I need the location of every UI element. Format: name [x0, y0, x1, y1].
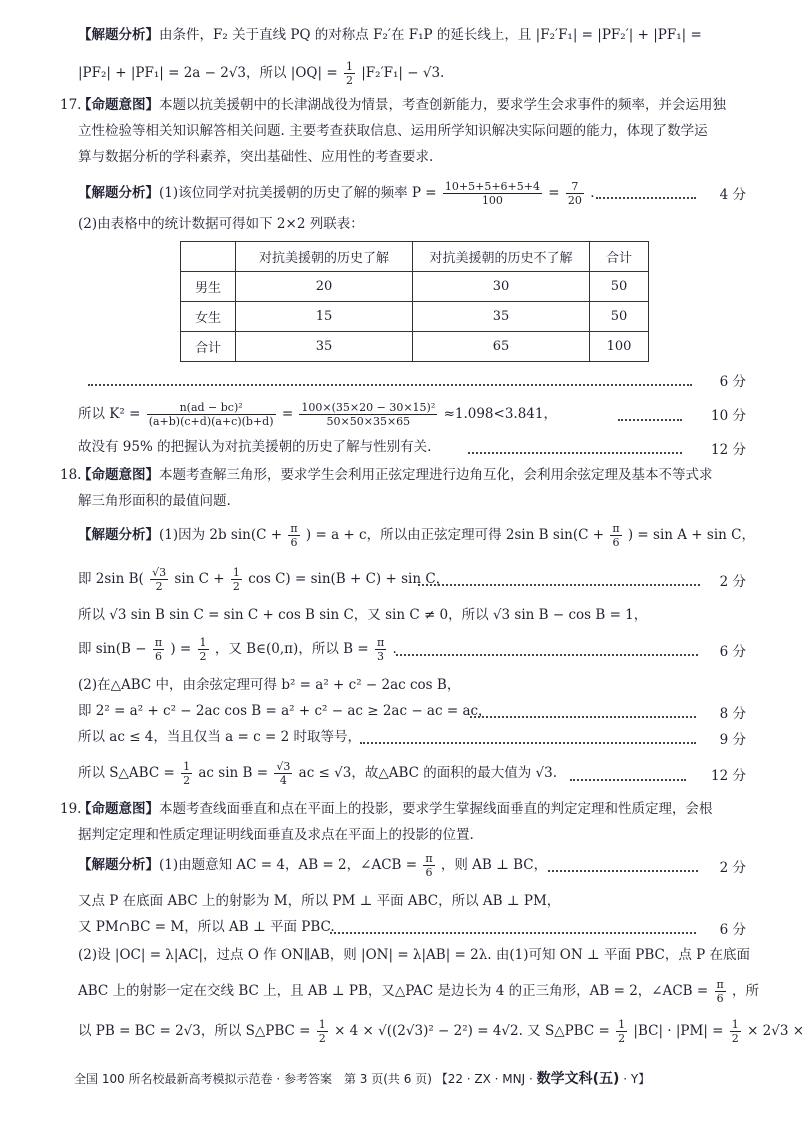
q19-intent-line-2: 据判定定理和性质定理证明线面垂直及求点在平面上的投影的位置. [78, 827, 474, 843]
score-18-4: 9 分 [719, 732, 746, 748]
q18-intent-line-2: 解三角形面积的最值问题. [78, 493, 231, 509]
footer-subject: 数学文科(五) [536, 1071, 620, 1087]
fraction-sqrt3-4: $\frac{√3}{4}$ [276, 760, 291, 787]
table-cell: 50 [590, 302, 649, 332]
dot-leader [468, 452, 682, 454]
q19-analysis-3: 又 PM∩BC = M，所以 AB ⊥ 平面 PBC. [78, 919, 335, 935]
q18-intent-line-1: 【命题意图】本题考查解三角形，要求学生会利用正弦定理进行边角互化，会利用余弦定理及基本不等式求 [78, 467, 713, 483]
q17-intent-line-2: 立性检验等相关知识解答相关问题. 主要考查获取信息、运用所学知识解决实际问题的能力，体现了数学运 [78, 123, 708, 139]
contingency-table [180, 241, 649, 362]
fraction-half: $\frac{1}{2}$ [318, 1018, 326, 1045]
q19-analysis-4: (2)设 |OC| = λ|AC|，过点 O 作 ON∥AB，则 |ON| = λ|AB| = 2λ. 由(1)可知 ON ⊥ 平面 PBC，点 P 在底面 [78, 947, 750, 963]
q19-analysis-2: 又点 P 在底面 ABC 上的射影为 M，所以 PM ⊥ 平面 ABC，所以 AB ⊥ PM， [78, 893, 561, 909]
score-17-3: 10 分 [711, 408, 746, 424]
table-cell: 合计 [181, 332, 236, 362]
q17-intent-line-1: 【命题意图】本题以抗美援朝中的长津湖战役为情景，考查创新能力，要求学生会求事件的频率，并会运用独 [78, 97, 726, 113]
score-19-2: 6 分 [719, 922, 746, 938]
q18-analysis-8: 所以 S△ABC = $\frac{1}{2}$ ac sin B = $\frac{√3}{4}$ ac ≤ √3，故△ABC 的面积的最大值为 √3. [78, 760, 558, 787]
q18-analysis-6: 即 2² = a² + c² − 2ac cos B = a² + c² − ac ≥ 2ac − ac = ac， [78, 703, 492, 719]
score-18-3: 8 分 [719, 706, 746, 722]
table-header-cell: 对抗美援朝的历史不了解 [413, 242, 590, 272]
fraction-half: $\frac{1}{2}$ [199, 636, 207, 663]
table-header-row [181, 242, 649, 272]
dot-leader [570, 779, 686, 781]
fraction-pi-6: $\frac{\pi}{6}$ [425, 852, 433, 879]
q17-analysis-1: 【解题分析】(1)该位同学对抗美援朝的历史了解的频率 P = $\frac{10+5+5+6+5+4}{100}$ = $\frac{7}{20}$ . [78, 180, 595, 207]
table-header-cell: 合计 [590, 242, 649, 272]
dot-leader [396, 654, 698, 656]
dot-leader [418, 584, 700, 586]
fraction-half: $\frac{1}{2}$ [183, 760, 191, 787]
footer-tail: · Y】 [619, 1072, 651, 1086]
table-cell: 15 [236, 302, 413, 332]
q19-analysis-5: ABC 上的射影一定在交线 BC 上，且 AB ⊥ PB，又△PAC 是边长为 4 的正三角形，AB = 2，∠ACB = $\frac{\pi}{6}$ ，所 [78, 978, 760, 1005]
dot-leader [88, 384, 692, 386]
q18-analysis-7: 所以 ac ≤ 4，当且仅当 a = c = 2 时取等号， [78, 729, 361, 745]
fraction-pi-3: $\frac{\pi}{3}$ [376, 636, 385, 663]
table-header-cell: 对抗美援朝的历史了解 [236, 242, 413, 272]
question-18-number: 18. [60, 467, 82, 483]
table-cell: 100 [590, 332, 649, 362]
fraction-pi-6: $\frac{\pi}{6}$ [716, 978, 724, 1005]
q17-analysis-2: (2)由表格中的统计数据可得如下 2×2 列联表： [78, 216, 364, 232]
fraction-half: $\frac{1}{2}$ [232, 566, 240, 593]
table-header-cell [181, 242, 236, 272]
table-cell: 35 [413, 302, 590, 332]
fraction-pi-6: $\frac{\pi}{6}$ [154, 636, 163, 663]
table-cell: 男生 [181, 272, 236, 302]
score-19-1: 2 分 [719, 860, 746, 876]
table-cell: 30 [413, 272, 590, 302]
q18-analysis-3: 所以 √3 sin B sin C = sin C + cos B sin C，又 sin C ≠ 0，所以 √3 sin B − cos B = 1， [78, 607, 648, 623]
fraction-half: $\frac{1}{2}$ [345, 60, 353, 87]
fraction-sqrt3-2: $\frac{√3}{2}$ [152, 566, 167, 593]
fraction-pi-6: $\frac{\pi}{6}$ [612, 522, 620, 549]
table-cell: 50 [590, 272, 649, 302]
fraction-pi-6: $\frac{\pi}{6}$ [290, 522, 298, 549]
fraction-half: $\frac{1}{2}$ [618, 1018, 626, 1045]
p16-line-1: 【解题分析】由条件，F₂ 关于直线 PQ 的对称点 F₂′在 F₁P 的延长线上，且 |F₂′F₁| = |PF₂′| + |PF₁| = [78, 27, 702, 43]
q19-intent-line-1: 【命题意图】本题考查线面垂直和点在平面上的投影，要求学生掌握线面垂直的判定定理和性质定理，会根 [78, 801, 713, 817]
table-row [181, 272, 649, 302]
dot-leader [548, 870, 698, 872]
dot-leader [470, 716, 696, 718]
table-row [181, 302, 649, 332]
question-19-number: 19. [60, 801, 82, 817]
dot-leader [360, 742, 696, 744]
q17-k-square: 所以 K² = $\frac{\text{n(ad − bc)²}}{(a+b)(c+d)(a+c)(b+d)}$ = $\frac{\text{100×(35×20 − 30×15)²}}{50\times 50\times 35\times 65}$ ≈1.098<3.841， [78, 401, 557, 428]
score-18-5: 12 分 [711, 768, 746, 784]
fraction-k-formula: $\frac{\text{n(ad − bc)²}}{(a+b)(c+d)(a+c)(b+d)}$ [148, 401, 274, 428]
q19-analysis-6: 以 PB = BC = 2√3，所以 S△PBC = $\frac{1}{2}$ × 4 × √((2√3)² − 2²) = 4√2. 又 S△PBC = $\frac{1}{2}$ |BC| · |PM| = $\frac{1}{2}$ × 2√3 × [78, 1018, 804, 1045]
score-18-1: 2 分 [719, 574, 746, 590]
q18-analysis-1: 【解题分析】(1)因为 2b sin(C + $\frac{\pi}{6}$ ) = a + c，所以由正弦定理可得 2sin B sin(C + $\frac{\pi}{6}$ ) = sin A + sin C， [78, 522, 755, 549]
fraction-half: $\frac{1}{2}$ [731, 1018, 739, 1045]
dot-leader [330, 932, 696, 934]
dot-leader [618, 419, 682, 421]
score-17-4: 12 分 [711, 442, 746, 458]
footer-code: 【22 · ZX · MNJ · [435, 1072, 537, 1086]
question-17-number: 17. [60, 97, 82, 113]
table-cell: 35 [236, 332, 413, 362]
dot-leader [596, 197, 696, 199]
score-18-2: 6 分 [719, 644, 746, 660]
page-footer [74, 1068, 650, 1088]
q18-analysis-5: (2)在△ABC 中，由余弦定理可得 b² = a² + c² − 2ac cos B， [78, 677, 461, 693]
q18-analysis-2: 即 2sin B( $\frac{√3}{2}$ sin C + $\frac{1}{2}$ cos C) = sin(B + C) + sin C， [78, 566, 450, 593]
q19-analysis-1: 【解题分析】(1)由题意知 AC = 4，AB = 2，∠ACB = $\frac{\pi}{6}$ ，则 AB ⊥ BC， [78, 852, 548, 879]
table-row [181, 332, 649, 362]
p16-line-2: |PF₂| + |PF₁| = 2a − 2√3，所以 |OQ| = $\frac{1}{2}$ |F₂′F₁| − √3. [78, 60, 445, 87]
fraction-k-value: $\frac{\text{100×(35×20 − 30×15)²}}{50\times 50\times 35\times 65}$ [301, 401, 436, 428]
table-cell: 65 [413, 332, 590, 362]
score-17-1: 4 分 [719, 187, 746, 203]
table-cell: 女生 [181, 302, 236, 332]
table-cell: 20 [236, 272, 413, 302]
q17-intent-line-3: 算与数据分析的学科素养，突出基础性、应用性的考查要求. [78, 149, 434, 165]
fraction-frequency-result: $\frac{7}{20}$ [567, 180, 582, 207]
score-17-2: 6 分 [719, 374, 746, 390]
q18-analysis-4: 即 sin(B − $\frac{\pi}{6}$ ) = $\frac{1}{2}$ ，又 B∈(0,π)，所以 B = $\frac{\pi}{3}$ . [78, 636, 397, 663]
q17-conclusion: 故没有 95% 的把握认为对抗美援朝的历史了解与性别有关. [78, 439, 432, 455]
fraction-frequency: $\frac{10+5+5+6+5+4}{100}$ [444, 180, 540, 207]
footer-source: 全国 100 所名校最新高考模拟示范卷 · 参考答案 第 3 页(共 6 页) [74, 1072, 432, 1086]
